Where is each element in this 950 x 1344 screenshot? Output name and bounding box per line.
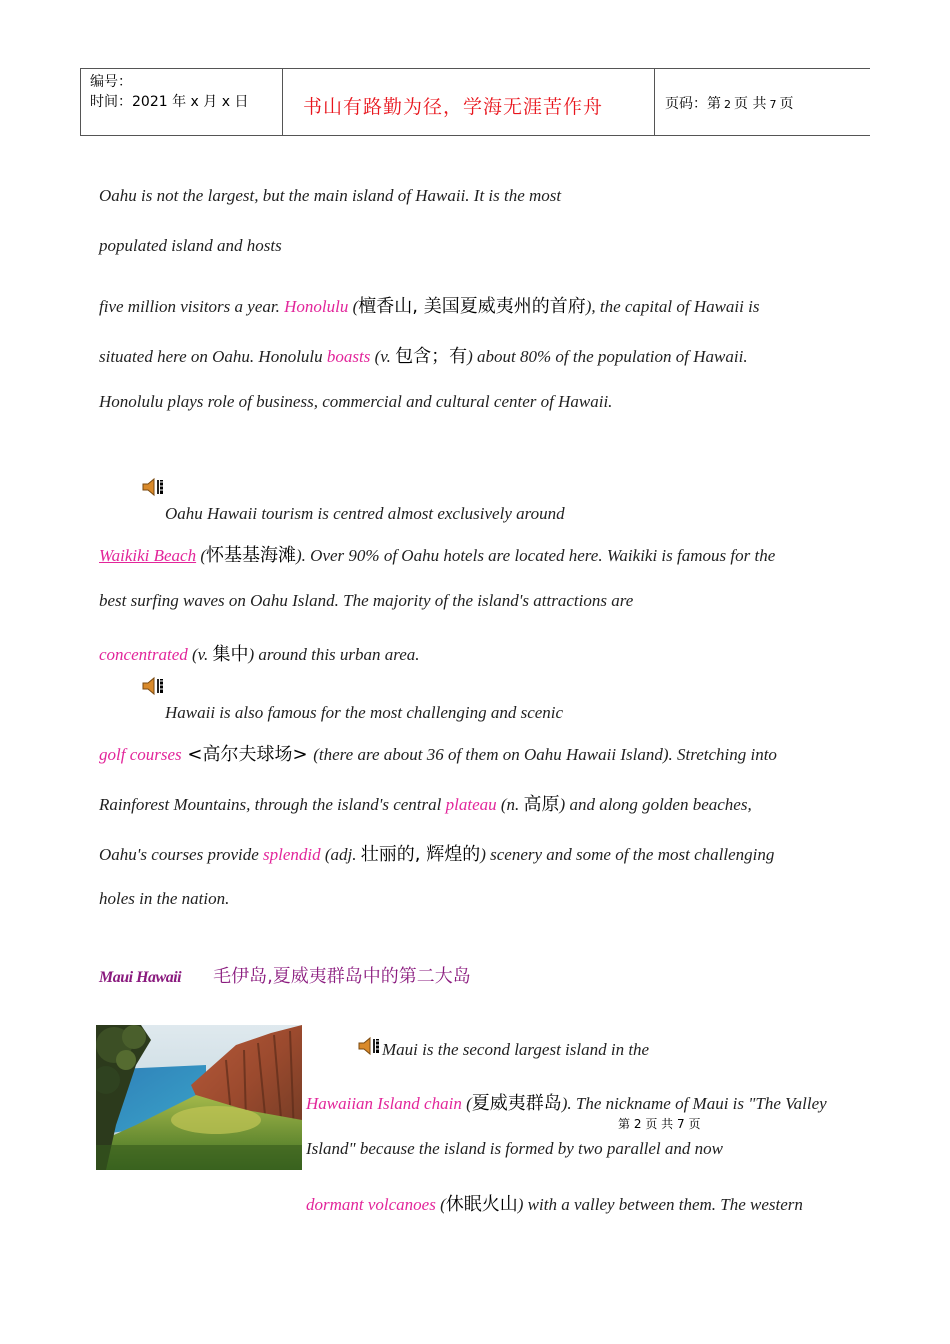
speaker-icon[interactable] <box>141 676 165 696</box>
text-line: Hawaii is also famous for the most challenging and scenic <box>165 703 564 722</box>
header-page-cell <box>655 69 871 135</box>
text-line: best surfing waves on Oahu Island. The majority of the island's attractions are <box>99 591 634 610</box>
text-line: Maui is the second largest island in the <box>382 1040 650 1059</box>
text-line: Oahu is not the largest, but the main island of Hawaii. It is the most <box>99 186 562 205</box>
section-title-en: Maui Hawaii <box>99 969 182 986</box>
text-line: dormant volcanoes (休眠火山) with a valley between them. The western <box>306 1194 803 1215</box>
vocab-term[interactable]: concentrated <box>99 645 188 664</box>
text-line: Oahu's courses provide splendid (adj. 壮丽的, 辉煌的) scenery and some of the most challenging <box>99 844 775 865</box>
maui-valley-photo <box>96 1025 302 1170</box>
text-line: Honolulu plays role of business, commercial and cultural center of Hawaii. <box>99 392 613 411</box>
text-line: concentrated (v. 集中) around this urban area. <box>99 644 420 665</box>
section-title-cn: 毛伊岛,夏威夷群岛中的第二大岛 <box>213 966 471 987</box>
vocab-term[interactable]: dormant volcanoes <box>306 1195 436 1214</box>
vocab-term[interactable]: Hawaiian Island chain <box>306 1094 462 1113</box>
vocab-term[interactable]: golf courses <box>99 745 182 764</box>
text-line: Waikiki Beach (怀基基海滩). Over 90% of Oahu hotels are located here. Waikiki is famous for the <box>99 545 776 566</box>
vocab-term[interactable]: boasts <box>326 347 371 366</box>
motto: 书山有路勤为径，学海无涯苦作舟 <box>303 96 604 118</box>
text-line: golf courses <高尔夫球场> (there are about 36 of them on Oahu Hawaii Island). Stretching into <box>99 744 777 765</box>
text-line: populated island and hosts <box>99 236 282 255</box>
vocab-term[interactable]: Honolulu <box>284 297 349 316</box>
text-line: Hawaiian Island chain (夏威夷群岛). The nickname of Maui is "The Valley <box>306 1093 827 1114</box>
section-title <box>99 962 471 988</box>
text-line: five million visitors a year. Honolulu (檀香山, 美国夏威夷州的首府), the capital of Hawaii is <box>99 296 760 317</box>
text-line: Oahu Hawaii tourism is centred almost exclusively around <box>165 504 565 523</box>
text-line: situated here on Oahu. Honolulu boasts (v. 包含；有) about 80% of the population of Hawaii. <box>99 346 748 367</box>
footer-page-number: 第 2 页 共 7 页 <box>618 1117 701 1131</box>
text-line: holes in the nation. <box>99 889 230 908</box>
vocab-term[interactable]: splendid <box>263 845 321 864</box>
text-line: Island" because the island is formed by two parallel and now <box>306 1139 723 1158</box>
speaker-icon[interactable] <box>357 1036 381 1056</box>
page-info: 页码：第 2 页 共 7 页 <box>665 96 794 112</box>
header-motto-cell <box>283 69 655 135</box>
time-label: 时间：2021 年 x 月 x 日 <box>90 94 249 110</box>
text-line: Rainforest Mountains, through the island's central plateau (n. 高原) and along golden beaches, <box>99 794 752 815</box>
header-meta-cell <box>81 69 283 135</box>
header-table <box>80 68 870 136</box>
vocab-term[interactable]: Waikiki Beach <box>99 546 197 565</box>
speaker-icon[interactable] <box>141 477 165 497</box>
vocab-term[interactable]: plateau <box>445 795 497 814</box>
number-label: 编号： <box>90 74 132 90</box>
